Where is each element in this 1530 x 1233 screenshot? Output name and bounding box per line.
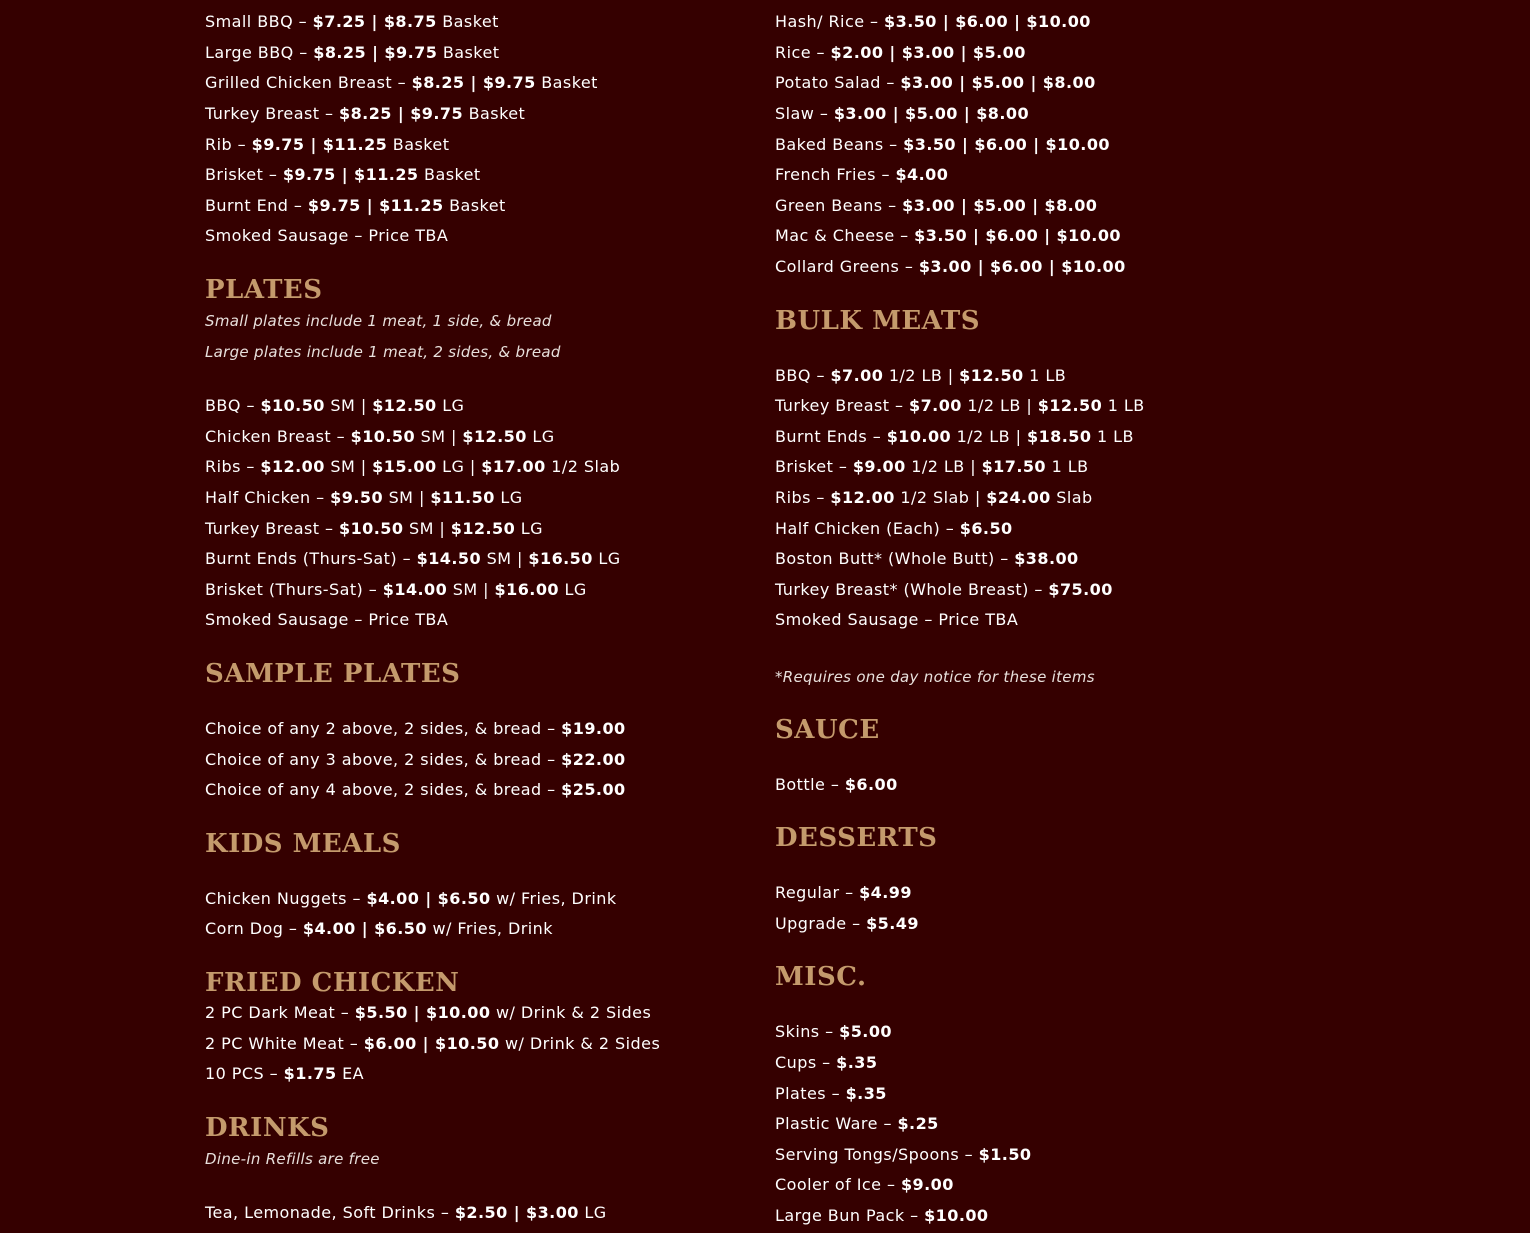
menu-item: BBQ – $7.00 1/2 LB | $12.50 1 LB: [775, 366, 1067, 385]
menu-item: Rib – $9.75 | $11.25 Basket: [205, 135, 450, 154]
menu-item: Turkey Breast – $8.25 | $9.75 Basket: [205, 104, 526, 123]
section-note: Small plates include 1 meat, 1 side, & bread: [205, 312, 552, 330]
menu-item: Turkey Breast – $7.00 1/2 LB | $12.50 1 LB: [775, 396, 1145, 415]
section-heading-bulk-meats: BULK MEATS: [775, 306, 981, 336]
menu-item: BBQ – $10.50 SM | $12.50 LG: [205, 396, 465, 415]
menu-item: Turkey Breast – $10.50 SM | $12.50 LG: [205, 519, 543, 538]
menu-item: Plastic Ware – $.25: [775, 1114, 939, 1133]
menu-item: Mac & Cheese – $3.50 | $6.00 | $10.00: [775, 226, 1122, 245]
menu-item: Baked Beans – $3.50 | $6.00 | $10.00: [775, 135, 1110, 154]
menu-item: Bottle – $6.00: [775, 775, 898, 794]
menu-item: French Fries – $4.00: [775, 165, 949, 184]
menu-item: Grilled Chicken Breast – $8.25 | $9.75 Basket: [205, 73, 598, 92]
menu-item: Hash/ Rice – $3.50 | $6.00 | $10.00: [775, 12, 1091, 31]
menu-item: Half Chicken – $9.50 SM | $11.50 LG: [205, 488, 523, 507]
menu-item: Potato Salad – $3.00 | $5.00 | $8.00: [775, 73, 1096, 92]
menu-item: Brisket – $9.75 | $11.25 Basket: [205, 165, 481, 184]
section-note: *Requires one day notice for these items: [775, 668, 1095, 686]
menu-item: Cups – $.35: [775, 1053, 878, 1072]
menu-item: Choice of any 4 above, 2 sides, & bread – $25.00: [205, 780, 626, 799]
menu-item: Smoked Sausage – Price TBA: [205, 226, 449, 245]
menu-item: 2 PC Dark Meat – $5.50 | $10.00 w/ Drink & 2 Sides: [205, 1003, 652, 1022]
menu-item: Ribs – $12.00 1/2 Slab | $24.00 Slab: [775, 488, 1093, 507]
section-heading-kids-meals: KIDS MEALS: [205, 829, 401, 859]
menu-item: Green Beans – $3.00 | $5.00 | $8.00: [775, 196, 1098, 215]
menu-item: Choice of any 3 above, 2 sides, & bread – $22.00: [205, 750, 626, 769]
menu-item: Burnt Ends (Thurs-Sat) – $14.50 SM | $16.50 LG: [205, 549, 621, 568]
menu-item: Collard Greens – $3.00 | $6.00 | $10.00: [775, 257, 1126, 276]
section-heading-misc: MISC.: [775, 962, 867, 992]
menu-item: Turkey Breast* (Whole Breast) – $75.00: [775, 580, 1113, 599]
menu-item: Half Chicken (Each) – $6.50: [775, 519, 1013, 538]
menu-item: Slaw – $3.00 | $5.00 | $8.00: [775, 104, 1030, 123]
section-heading-drinks: DRINKS: [205, 1113, 330, 1143]
menu-item: Smoked Sausage – Price TBA: [775, 610, 1019, 629]
menu-item: Regular – $4.99: [775, 883, 912, 902]
section-note: Large plates include 1 meat, 2 sides, & bread: [205, 343, 561, 361]
menu-item: Small BBQ – $7.25 | $8.75 Basket: [205, 12, 499, 31]
section-heading-fried-chicken: FRIED CHICKEN: [205, 968, 460, 998]
menu-item: Burnt Ends – $10.00 1/2 LB | $18.50 1 LB: [775, 427, 1134, 446]
menu-item: Large Bun Pack – $10.00: [775, 1206, 989, 1225]
menu-item: Chicken Nuggets – $4.00 | $6.50 w/ Fries, Drink: [205, 889, 617, 908]
menu-item: Plates – $.35: [775, 1084, 887, 1103]
section-note: Dine-in Refills are free: [205, 1150, 380, 1168]
section-heading-desserts: DESSERTS: [775, 823, 938, 853]
menu-item: Chicken Breast – $10.50 SM | $12.50 LG: [205, 427, 555, 446]
menu-item: 2 PC White Meat – $6.00 | $10.50 w/ Drink & 2 Sides: [205, 1034, 661, 1053]
menu-item: Tea, Lemonade, Soft Drinks – $2.50 | $3.00 LG: [205, 1203, 607, 1222]
section-heading-sample-plates: SAMPLE PLATES: [205, 659, 461, 689]
menu-item: Serving Tongs/Spoons – $1.50: [775, 1145, 1032, 1164]
menu-item: Corn Dog – $4.00 | $6.50 w/ Fries, Drink: [205, 919, 553, 938]
menu-item: Burnt End – $9.75 | $11.25 Basket: [205, 196, 506, 215]
menu-item: Boston Butt* (Whole Butt) – $38.00: [775, 549, 1079, 568]
menu-item: Large BBQ – $8.25 | $9.75 Basket: [205, 43, 500, 62]
menu-item: Rice – $2.00 | $3.00 | $5.00: [775, 43, 1026, 62]
menu-item: Ribs – $12.00 SM | $15.00 LG | $17.00 1/2 Slab: [205, 457, 621, 476]
menu-item: Choice of any 2 above, 2 sides, & bread – $19.00: [205, 719, 626, 738]
menu-item: Cooler of Ice – $9.00: [775, 1175, 954, 1194]
menu-item: Brisket – $9.00 1/2 LB | $17.50 1 LB: [775, 457, 1089, 476]
menu-item: Brisket (Thurs-Sat) – $14.00 SM | $16.00 LG: [205, 580, 587, 599]
menu-item: 10 PCS – $1.75 EA: [205, 1064, 365, 1083]
section-heading-plates: PLATES: [205, 275, 323, 305]
menu-item: Skins – $5.00: [775, 1022, 892, 1041]
menu-item: Smoked Sausage – Price TBA: [205, 610, 449, 629]
menu-item: Upgrade – $5.49: [775, 914, 919, 933]
section-heading-sauce: SAUCE: [775, 715, 880, 745]
